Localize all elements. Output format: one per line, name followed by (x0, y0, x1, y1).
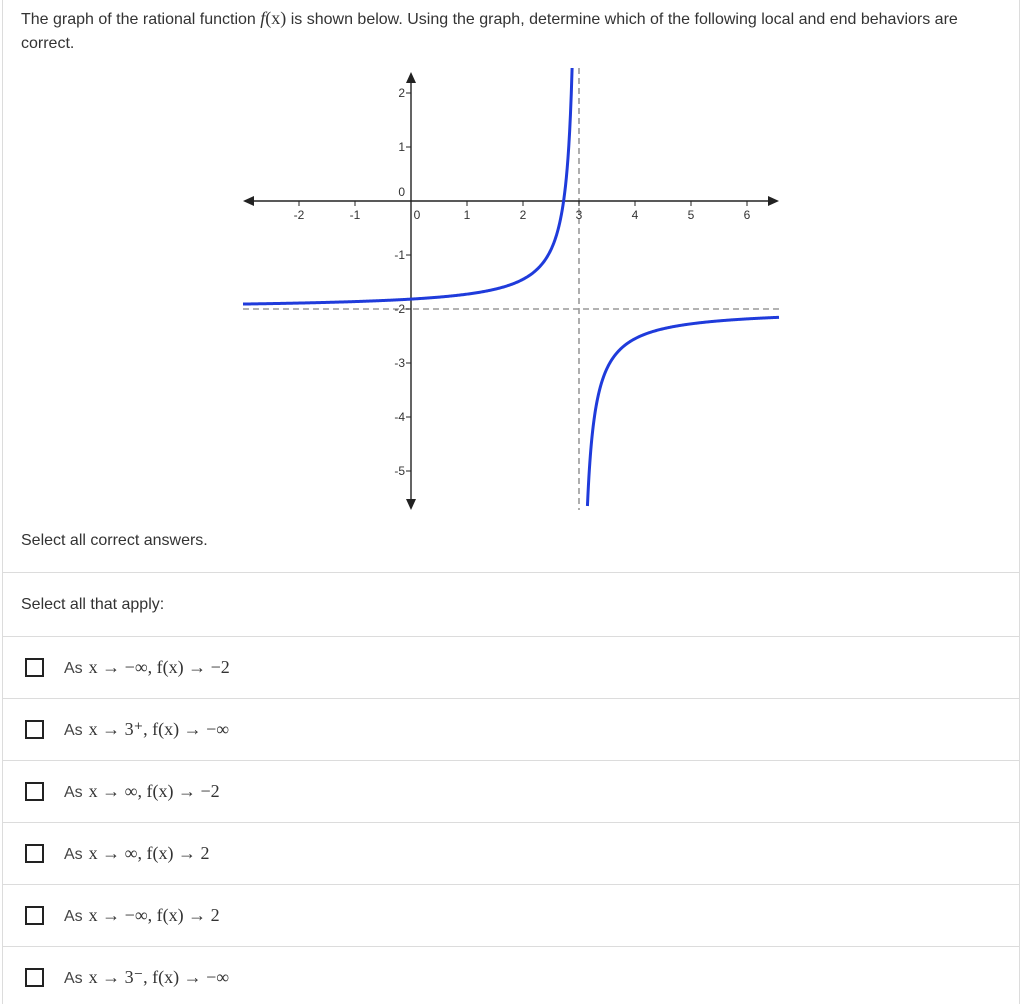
y-tick-label: 2 (398, 86, 405, 100)
answer-option-3[interactable] (3, 761, 1019, 822)
question-text-after: is shown below. Using the graph, determine which of the following local and end behaviors are correct. (21, 11, 958, 52)
checkbox[interactable] (25, 720, 44, 739)
answer-option-5[interactable] (3, 885, 1019, 946)
y-tick-label: -1 (394, 248, 405, 262)
option-math: x → −∞, f(x) → 2 (88, 905, 220, 925)
function-arg: (x) (265, 8, 287, 28)
x-tick-label: 4 (631, 208, 639, 222)
checkbox[interactable] (25, 906, 44, 925)
left-branch (243, 68, 572, 304)
question-text (21, 6, 981, 56)
checkbox[interactable] (25, 968, 44, 987)
option-prefix: As (64, 784, 83, 801)
y-tick-label: -2 (394, 302, 405, 316)
y-tick-label: -3 (394, 356, 405, 370)
y-tick-label: 1 (398, 140, 405, 154)
x-axis-right-arrow (768, 196, 779, 206)
y-axis-bottom-arrow (406, 499, 416, 510)
x-tick-label: 5 (687, 208, 695, 222)
question-text-before: The graph of the rational function (21, 11, 261, 28)
graph-svg (241, 64, 781, 512)
function-name: f (260, 8, 266, 28)
option-math: x → 3⁻, f(x) → −∞ (88, 967, 230, 987)
x-tick-label: 3 (575, 208, 583, 222)
rational-function-graph (241, 64, 781, 512)
checkbox[interactable] (25, 782, 44, 801)
y-tick-label: 0 (398, 185, 405, 199)
right-branch (587, 317, 779, 506)
option-math: x → −∞, f(x) → −2 (88, 657, 230, 677)
x-tick-label: -2 (293, 208, 305, 222)
option-prefix: As (64, 660, 83, 677)
answer-option-1[interactable] (3, 637, 1019, 698)
x-tick-label: -1 (349, 208, 361, 222)
x-axis-left-arrow (243, 196, 254, 206)
x-tick-label: 0 (413, 208, 421, 222)
y-tick-label: -5 (394, 464, 405, 478)
option-prefix: As (64, 970, 83, 987)
y-tick-label: -4 (394, 410, 405, 424)
checkbox[interactable] (25, 658, 44, 677)
divider (3, 572, 1019, 573)
select-all-that-apply-label: Select all that apply: (21, 596, 165, 613)
option-math: x → ∞, f(x) → 2 (88, 843, 210, 863)
option-math: x → 3⁺, f(x) → −∞ (88, 719, 230, 739)
select-all-correct-instruction: Select all correct answers. (21, 532, 208, 549)
option-prefix: As (64, 846, 83, 863)
x-tick-label: 2 (519, 208, 527, 222)
question-card (2, 0, 1020, 1004)
x-tick-label: 6 (743, 208, 751, 222)
option-prefix: As (64, 908, 83, 925)
x-tick-label: 1 (463, 208, 471, 222)
option-prefix: As (64, 722, 83, 739)
y-axis-top-arrow (406, 72, 416, 83)
answer-option-2[interactable] (3, 699, 1019, 760)
answer-option-6[interactable] (3, 947, 1019, 1008)
option-math: x → ∞, f(x) → −2 (88, 781, 220, 801)
answer-option-4[interactable] (3, 823, 1019, 884)
checkbox[interactable] (25, 844, 44, 863)
